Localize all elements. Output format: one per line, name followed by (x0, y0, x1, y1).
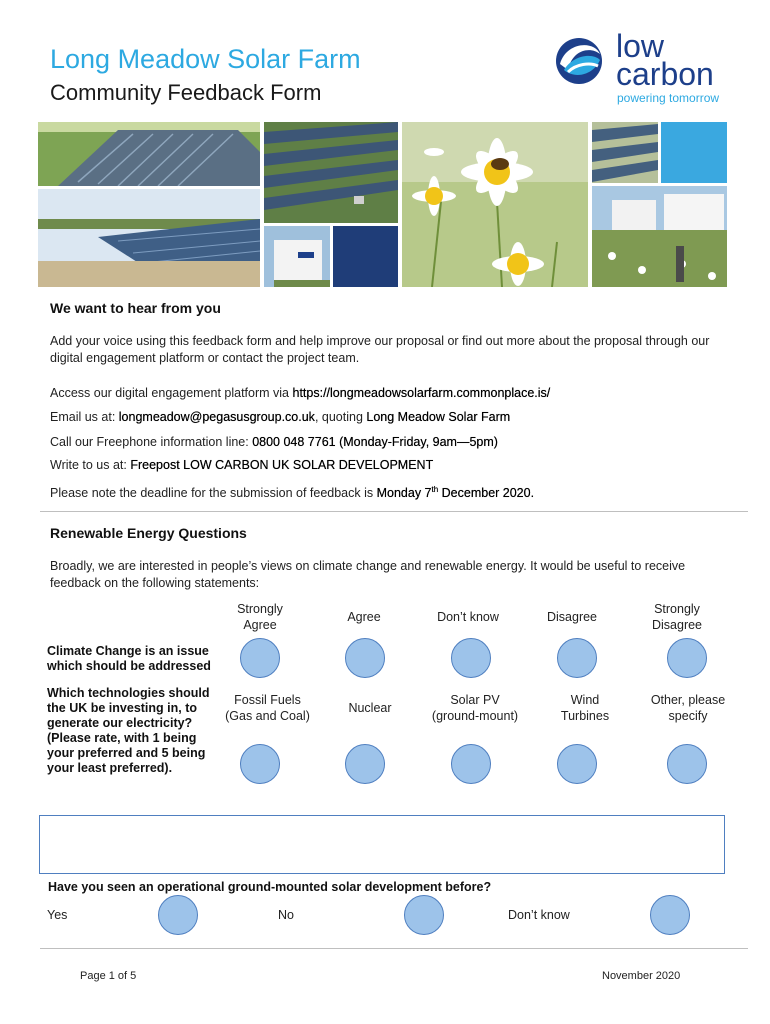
page-number: Page 1 of 5 (80, 970, 137, 982)
deadline-sup: th (431, 485, 439, 494)
email-line (50, 409, 750, 426)
tech-wind-turbines: Wind Turbines (560, 693, 610, 723)
q2-solar-pv-rank[interactable] (451, 744, 491, 784)
tech-other: Other, please specify (650, 693, 726, 723)
deadline-line (50, 481, 750, 502)
q1-strongly-disagree-radio[interactable] (667, 638, 707, 678)
deadline-rest: December 2020. (438, 486, 535, 501)
question-seen-solar: Have you seen an operational ground-mounted solar development before? (48, 880, 492, 894)
question-technologies: Which technologies should the UK be investing in, to generate our electricity? (Please rate, with 1 being your preferred and 5 being your least preferred). (47, 686, 210, 775)
deadline-day: Monday 7 (376, 486, 432, 501)
phone-line (50, 434, 750, 451)
section-divider (40, 511, 748, 512)
q1-disagree-radio[interactable] (557, 638, 597, 678)
inverter-cabin-photo (264, 226, 330, 287)
logo-mark-icon (554, 36, 610, 86)
q3-yes-radio[interactable] (158, 895, 198, 935)
q3-no-radio[interactable] (404, 895, 444, 935)
write-prefix: Write to us at: (50, 458, 131, 472)
scale-strongly-disagree: Strongly Disagree (651, 602, 703, 632)
q1-agree-radio[interactable] (345, 638, 385, 678)
phone-number: 0800 048 7761 (Monday-Friday, 9am—5pm) (252, 435, 498, 449)
intro-paragraph: Add your voice using this feedback form and help improve our proposal or find out more about the proposal through our digital engagement platform or contact the project team. (50, 334, 710, 365)
cabins-in-meadow-photo (592, 186, 727, 287)
solar-panel-rows-photo (264, 122, 398, 223)
solar-field-ground-photo (38, 189, 260, 287)
email-mid: , quoting (314, 410, 367, 424)
tech-fossil-fuels: Fossil Fuels (Gas and Coal) (225, 693, 310, 723)
email-quote: Long Meadow Solar Farm (366, 410, 511, 424)
scale-dont-know: Don’t know (437, 610, 499, 624)
q2-nuclear-rank[interactable] (345, 744, 385, 784)
q3-dont-know-radio[interactable] (650, 895, 690, 935)
tech-nuclear: Nuclear (348, 701, 392, 715)
logo-word-carbon: carbon (616, 56, 714, 92)
low-carbon-logo (554, 36, 610, 86)
solar-array-photo (592, 122, 658, 183)
tech-solar-pv: Solar PV (ground-mount) (431, 693, 519, 723)
page-title: Long Meadow Solar Farm (50, 44, 361, 74)
navy-colour-tile (333, 226, 398, 287)
page-subtitle: Community Feedback Form (50, 80, 322, 105)
email-link[interactable]: longmeadow@pegasusgroup.co.uk (118, 410, 315, 424)
questions-paragraph: Broadly, we are interested in people’s views on climate change and renewable energy. It would be useful to receive feedback on the following statements: (50, 559, 686, 590)
phone-prefix: Call our Freephone information line: (50, 435, 253, 449)
footer-divider (40, 948, 748, 949)
q2-fossil-fuels-rank[interactable] (240, 744, 280, 784)
q1-dont-know-radio[interactable] (451, 638, 491, 678)
platform-prefix: Access our digital engagement platform via (50, 386, 293, 400)
q2-other-rank[interactable] (667, 744, 707, 784)
deadline-prefix: Please note the deadline for the submission of feedback is (50, 486, 377, 501)
q2-wind-turbines-rank[interactable] (557, 744, 597, 784)
write-line (50, 457, 750, 474)
platform-link[interactable]: https://longmeadowsolarfarm.commonplace.is/ (292, 386, 551, 400)
q3-no-label: No (278, 908, 294, 922)
light-blue-colour-tile (661, 122, 727, 183)
platform-line (50, 385, 750, 402)
scale-strongly-agree: Strongly Agree (237, 602, 283, 632)
footer-date: November 2020 (602, 970, 681, 982)
questions-heading: Renewable Energy Questions (50, 525, 247, 541)
scale-agree: Agree (347, 610, 381, 624)
q1-strongly-agree-radio[interactable] (240, 638, 280, 678)
logo-word-low: low (616, 28, 665, 64)
write-address: Freepost LOW CARBON UK SOLAR DEVELOPMENT (130, 458, 434, 472)
q3-yes-label: Yes (47, 908, 68, 922)
q3-dont-know-label: Don’t know (508, 908, 570, 922)
scale-disagree: Disagree (546, 610, 598, 624)
solar-field-aerial-photo (38, 122, 260, 186)
email-prefix: Email us at: (50, 410, 119, 424)
other-specify-textbox[interactable] (39, 815, 725, 874)
daisies-with-bee-photo (402, 122, 588, 287)
intro-heading: We want to hear from you (50, 300, 221, 316)
logo-tagline: powering tomorrow (617, 91, 720, 105)
question-climate-change: Climate Change is an issue which should be addressed (47, 644, 211, 673)
